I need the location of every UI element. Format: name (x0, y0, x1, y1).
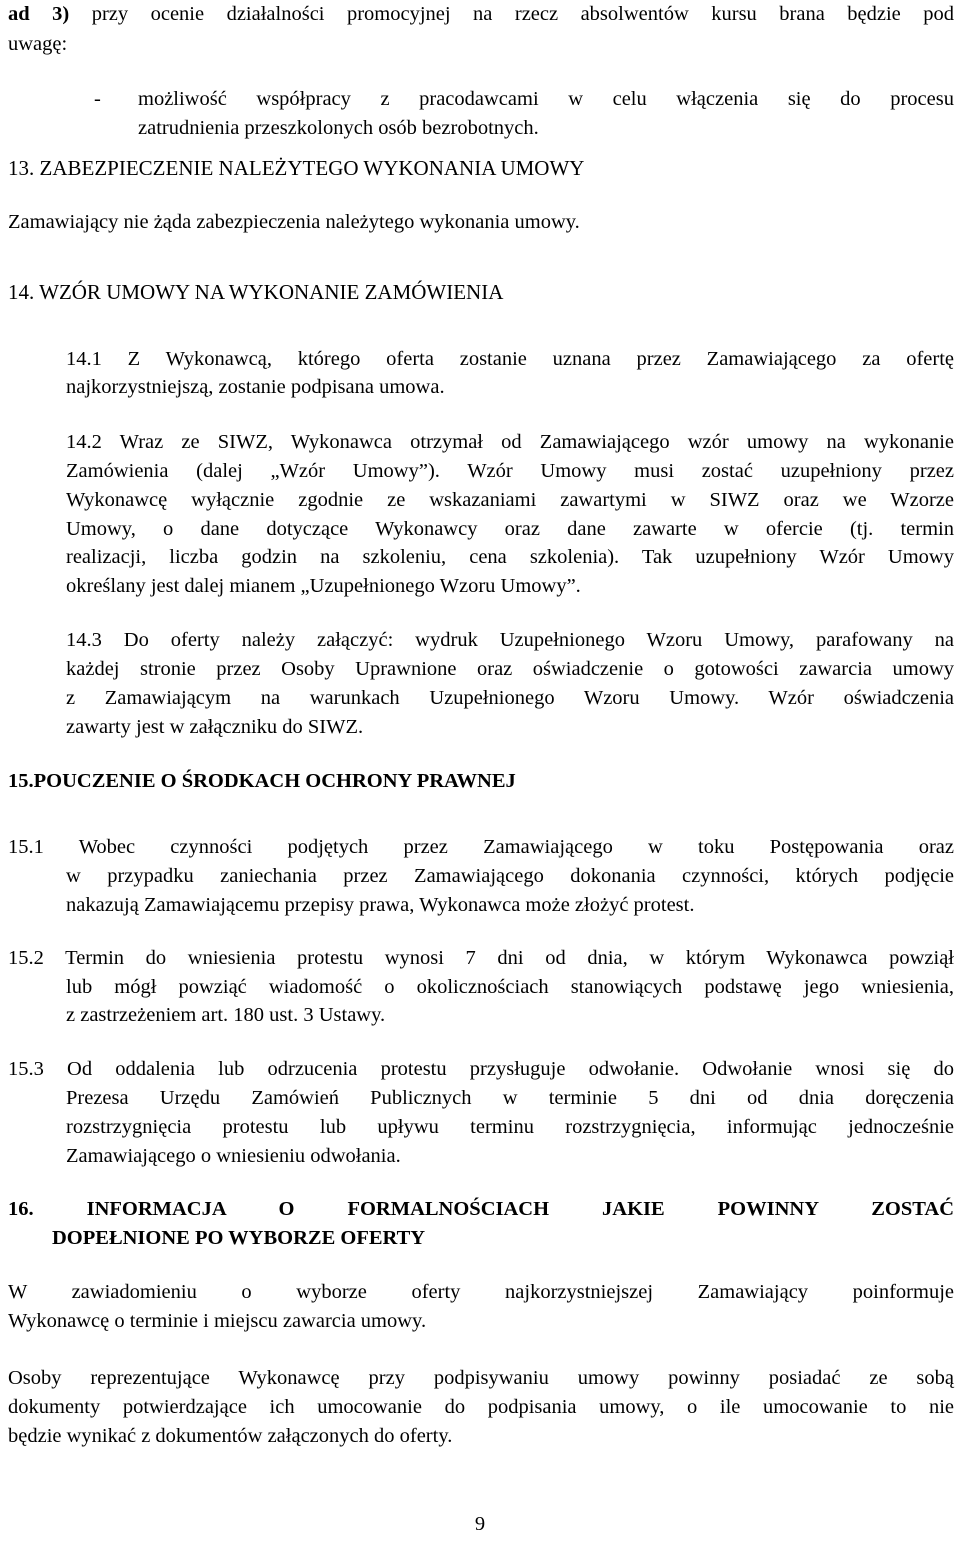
para-14-3-line: 14.3 Do oferty należy załączyć: wydruk Uzupełnionego Wzoru Umowy, parafowany na (66, 629, 954, 651)
para-15-2-line: lub mógł powziąć wiadomość o okolicznościach stanowiących podstawę jego wniesienia, (66, 976, 954, 998)
para-15-1-line: w przypadku zaniechania przez Zamawiającego dokonania czynności, których podjęcie (66, 865, 954, 887)
para-14-1-line: 14.1 Z Wykonawcą, którego oferta zostanie uznana przez Zamawiającego za ofertę (66, 348, 954, 370)
intro-heading-cont: uwagę: (8, 33, 68, 55)
para-16-1-line: W zawiadomieniu o wyborze oferty najkorzystniejszej Zamawiający poinformuje (8, 1281, 954, 1303)
para-14-2-line: Zamówienia (dalej „Wzór Umowy”). Wzór Umowy musi zostać uzupełniony przez (66, 460, 954, 482)
section-13-title: 13. ZABEZPIECZENIE NALEŻYTEGO WYKONANIA UMOWY (8, 156, 585, 180)
section-16-title-cont: DOPEŁNIONE PO WYBORZE OFERTY (52, 1227, 426, 1249)
para-14-2-line: 14.2 Wraz ze SIWZ, Wykonawca otrzymał od Zamawiającego wzór umowy na wykonanie (66, 431, 954, 453)
bullet-line-1: możliwość współpracy z pracodawcami w celu włączenia się do procesu (138, 88, 954, 110)
para-15-3-line: Prezesa Urzędu Zamówień Publicznych w terminie 5 dni od dnia doręczenia (66, 1087, 954, 1109)
para-15-3-line: Zamawiającego o wniesieniu odwołania. (66, 1145, 401, 1167)
intro-heading-line (8, 0, 954, 28)
para-15-3-line: rozstrzygnięcia protestu lub upływu terminu rozstrzygnięcia, informując jednocześnie (66, 1116, 954, 1138)
para-14-2-line: realizacji, liczba godzin na szkoleniu, cena szkolenia). Tak uzupełniony Wzór Umowy (66, 546, 954, 568)
para-14-3-line: każdej stronie przez Osoby Uprawnione oraz oświadczenie o gotowości zawarcia umowy (66, 658, 954, 680)
bullet-line-2: zatrudnienia przeszkolonych osób bezrobotnych. (138, 117, 539, 139)
page-number: 9 (474, 1513, 486, 1535)
para-14-2-line: określany jest dalej mianem „Uzupełnionego Wzoru Umowy”. (66, 575, 581, 597)
para-14-1-line: najkorzystniejszą, zostanie podpisana umowa. (66, 376, 445, 398)
para-15-1-line: nakazują Zamawiającemu przepisy prawa, Wykonawca może złożyć protest. (66, 894, 695, 916)
para-16-2-line: będzie wynikać z dokumentów załączonych do oferty. (8, 1425, 453, 1447)
para-15-2-line: 15.2 Termin do wniesienia protestu wynosi 7 dni od dnia, w którym Wykonawca powziął (8, 947, 954, 969)
section-14-title: 14. WZÓR UMOWY NA WYKONANIE ZAMÓWIENIA (8, 280, 504, 304)
intro-label: ad 3) (8, 3, 70, 25)
para-15-2-line: z zastrzeżeniem art. 180 ust. 3 Ustawy. (66, 1004, 386, 1026)
section-15-title: 15.POUCZENIE O ŚRODKACH OCHRONY PRAWNEJ (8, 770, 516, 792)
bullet-dash: - (94, 88, 101, 110)
section-13-text: Zamawiający nie żąda zabezpieczenia należytego wykonania umowy. (8, 211, 580, 233)
para-14-2-line: Wykonawcę wyłącznie zgodnie ze wskazaniami zawartymi w SIWZ oraz we Wzorze (66, 489, 954, 511)
para-14-3-line: zawarty jest w załączniku do SIWZ. (66, 716, 364, 738)
intro-heading-text: przy ocenie działalności promocyjnej na rzecz absolwentów kursu brana będzie pod (91, 3, 954, 25)
section-16-title: 16. INFORMACJA O FORMALNOŚCIACH JAKIE POWINNY ZOSTAĆ (8, 1198, 954, 1220)
para-16-2-line: dokumenty potwierdzające ich umocowanie do podpisania umowy, o ile umocowanie to nie (8, 1396, 954, 1418)
para-14-3-line: z Zamawiającym na warunkach Uzupełnionego Wzoru Umowy. Wzór oświadczenia (66, 687, 954, 709)
para-15-1-line: 15.1 Wobec czynności podjętych przez Zamawiającego w toku Postępowania oraz (8, 836, 954, 858)
para-16-1-line: Wykonawcę o terminie i miejscu zawarcia umowy. (8, 1310, 427, 1332)
para-16-2-line: Osoby reprezentujące Wykonawcę przy podpisywaniu umowy powinny posiadać ze sobą (8, 1367, 954, 1389)
para-14-2-line: Umowy, o dane dotyczące Wykonawcy oraz dane zawarte w ofercie (tj. termin (66, 518, 954, 540)
para-15-3-line: 15.3 Od oddalenia lub odrzucenia protestu przysługuje odwołanie. Odwołanie wnosi się do (8, 1058, 954, 1080)
